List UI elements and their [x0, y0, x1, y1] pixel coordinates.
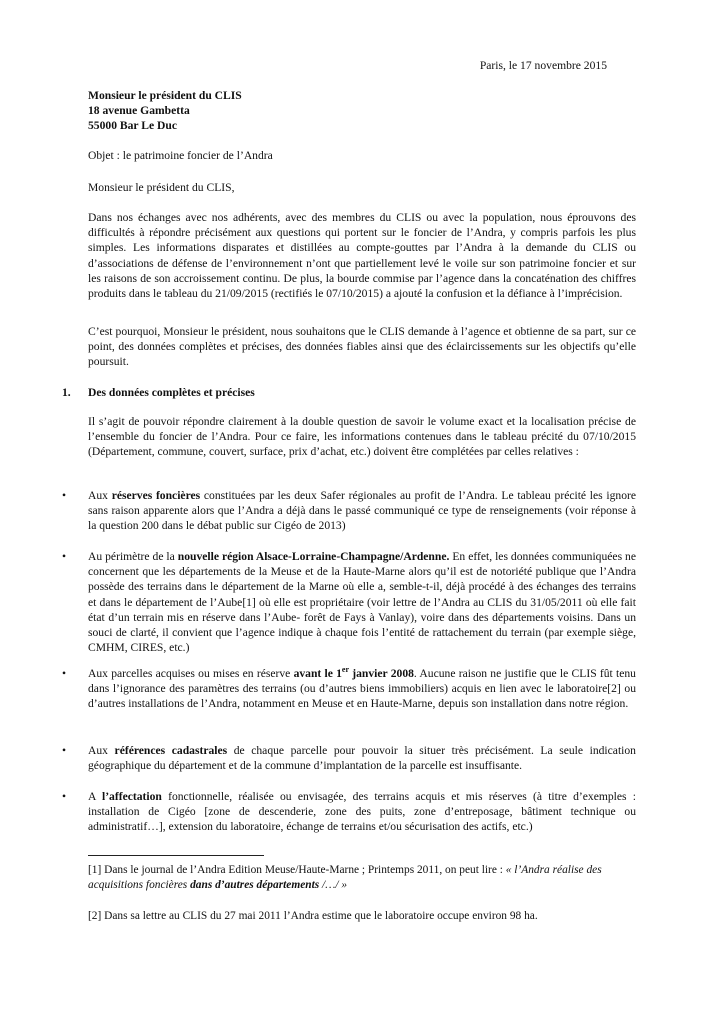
- bullet-emphasis: nouvelle région Alsace-Lorraine-Champagne/Ardenne.: [177, 550, 450, 563]
- bullet-text: de chaque parcelle pour pouvoir la situer très précisément. La seule indication géographique du département et de la commune d’implantation de la parcelle est insuffisante.: [88, 744, 636, 773]
- bullet-text: En effet, les données communiquées ne concernent que les départements de la Meuse et de la Haute-Marne alors qu’il est de notoriété publique que l’Andra possède des terrains dans le département de la Marne où elle a, semble-t-il, déjà procédé à des échanges des terrains et dans le département de l’Aube[1] où elle est propriétaire (voir lettre de l’Andra au CLIS du 31/05/2011 où elle fait état d’un terrain mis en réserve dans l’Aube- forêt de Fays à Vanlay), voire dans des départements voisins. Dans un souci de clarté, il convient que l’agence indique à chaque fois l’entité de rattachement du terrain (par exemple siège, CMHM, CIRES, etc.): [88, 550, 636, 655]
- bullet-reserves-foncieres: [88, 488, 636, 534]
- section-title: Des données complètes et précises: [88, 386, 255, 399]
- bullet-emphasis: réserves foncières: [111, 489, 201, 502]
- section-number: 1.: [62, 386, 71, 399]
- footnote-quote-emphasis: dans d’autres départements: [190, 879, 320, 892]
- bullet-marker: •: [62, 550, 67, 563]
- bullet-emphasis: l’affectation: [101, 790, 162, 803]
- bullet-text: Aux parcelles acquises ou mises en réserve: [88, 667, 294, 680]
- bullet-affectation: [88, 789, 636, 835]
- recipient-line-2: 18 avenue Gambetta: [88, 104, 190, 118]
- bullet-marker: •: [62, 744, 67, 757]
- recipient-line-3: 55000 Bar Le Duc: [88, 119, 177, 133]
- bullet-superscript: er: [341, 665, 350, 675]
- footnote-1: [88, 863, 636, 893]
- bullet-emphasis: références cadastrales: [114, 744, 228, 757]
- bullet-text: Au périmètre de la: [88, 550, 178, 563]
- bullet-marker: •: [62, 790, 67, 803]
- footnote-2: [2] Dans sa lettre au CLIS du 27 mai 2011 l’Andra estime que le laboratoire occupe environ 98 ha.: [88, 910, 538, 922]
- object-line: Objet : le patrimoine foncier de l’Andra: [88, 149, 273, 162]
- bullet-text: constituées par les deux Safer régionales au profit de l’Andra. Le tableau précité les ignore sans raison apparente alors que l’Andra a déjà dans le passé communiqué ce type de renseignements (voir réponse à la question 200 dans le débat public sur Cigéo de 2013): [88, 489, 636, 533]
- bullet-emphasis: avant le 1: [293, 667, 342, 680]
- intro-paragraph: Dans nos échanges avec nos adhérents, avec des membres du CLIS ou avec la population, nous éprouvons des difficultés à répondre précisément aux questions qui portent sur le foncier de l’Andra, y compris parfois les plus simples. Les informations disparates et distillées au compte-gouttes par l’Andra à la demande du CLIS ou d’associations de défense de l’environnement n’ont que partiellement levé le voile sur son patrimoine foncier et sur les raisons de son accroissement continu. De plus, la bourde commise par l’agence dans la concaténation des chiffres produits dans le tableau du 21/09/2015 (rectifiés le 07/10/2015) a ajouté la confusion et la défiance à l’imprécision.: [88, 211, 636, 301]
- request-paragraph: C’est pourquoi, Monsieur le président, nous souhaitons que le CLIS demande à l’agence et obtienne de sa part, sur ce point, des données complètes et précises, des données fiables ainsi que des éclaircissements sur les objectifs qu’elle poursuit.: [88, 325, 636, 369]
- recipient-address: [88, 88, 242, 134]
- section-intro-paragraph: Il s’agit de pouvoir répondre clairement à la double question de savoir le volume exact et la localisation précise de l’ensemble du foncier de l’Andra. Pour ce faire, les informations contenues dans le tableau précité du 07/10/2015 (Département, commune, couvert, surface, prix d’achat, etc.) doivent être complétées par celles relatives :: [88, 415, 636, 459]
- salutation: Monsieur le président du CLIS,: [88, 181, 235, 194]
- bullet-text: Aux: [88, 744, 115, 757]
- bullet-references-cadastrales: [88, 743, 636, 773]
- bullet-text: Aux: [88, 489, 112, 502]
- recipient-line-1: Monsieur le président du CLIS: [88, 89, 242, 102]
- bullet-text: . Aucune raison ne justifie que le CLIS fût tenu dans l’ignorance des paramètres des terrains (ou d’autres biens immobiliers) acquis en lien avec le laboratoire[2] ou d’autres installations de l’Andra, notamment en Meuse et en Haute-Marne, depuis son installation dans notre région.: [88, 667, 636, 711]
- bullet-nouvelle-region: [88, 549, 636, 655]
- bullet-text: fonctionnelle, réalisée ou envisagée, des terrains acquis et mis réserves (à titre d’exemples : installation de Cigéo [zone de descenderie, zone des puits, zone d’entreposage, bâtiment technique ou administratif…], extension du laboratoire, échange de terrains et/ou sécurisation des actifs, etc.): [88, 790, 636, 834]
- section-heading: [62, 385, 255, 400]
- bullet-text: A: [88, 790, 102, 803]
- footnote-text: [1] Dans le journal de l’Andra Edition Meuse/Haute-Marne ; Printemps 2011, on peut lire :: [88, 864, 506, 876]
- footnote-quote: « l’Andra réalise des acquisitions foncières: [88, 864, 602, 892]
- bullet-parcelles-avant-2008: [88, 666, 636, 712]
- bullet-emphasis: janvier 2008: [349, 667, 414, 680]
- footnote-divider: [88, 855, 264, 856]
- bullet-marker: •: [62, 489, 67, 502]
- date-line: Paris, le 17 novembre 2015: [479, 59, 607, 72]
- footnote-quote-end: /…/ »: [319, 879, 348, 892]
- bullet-marker: •: [62, 667, 67, 680]
